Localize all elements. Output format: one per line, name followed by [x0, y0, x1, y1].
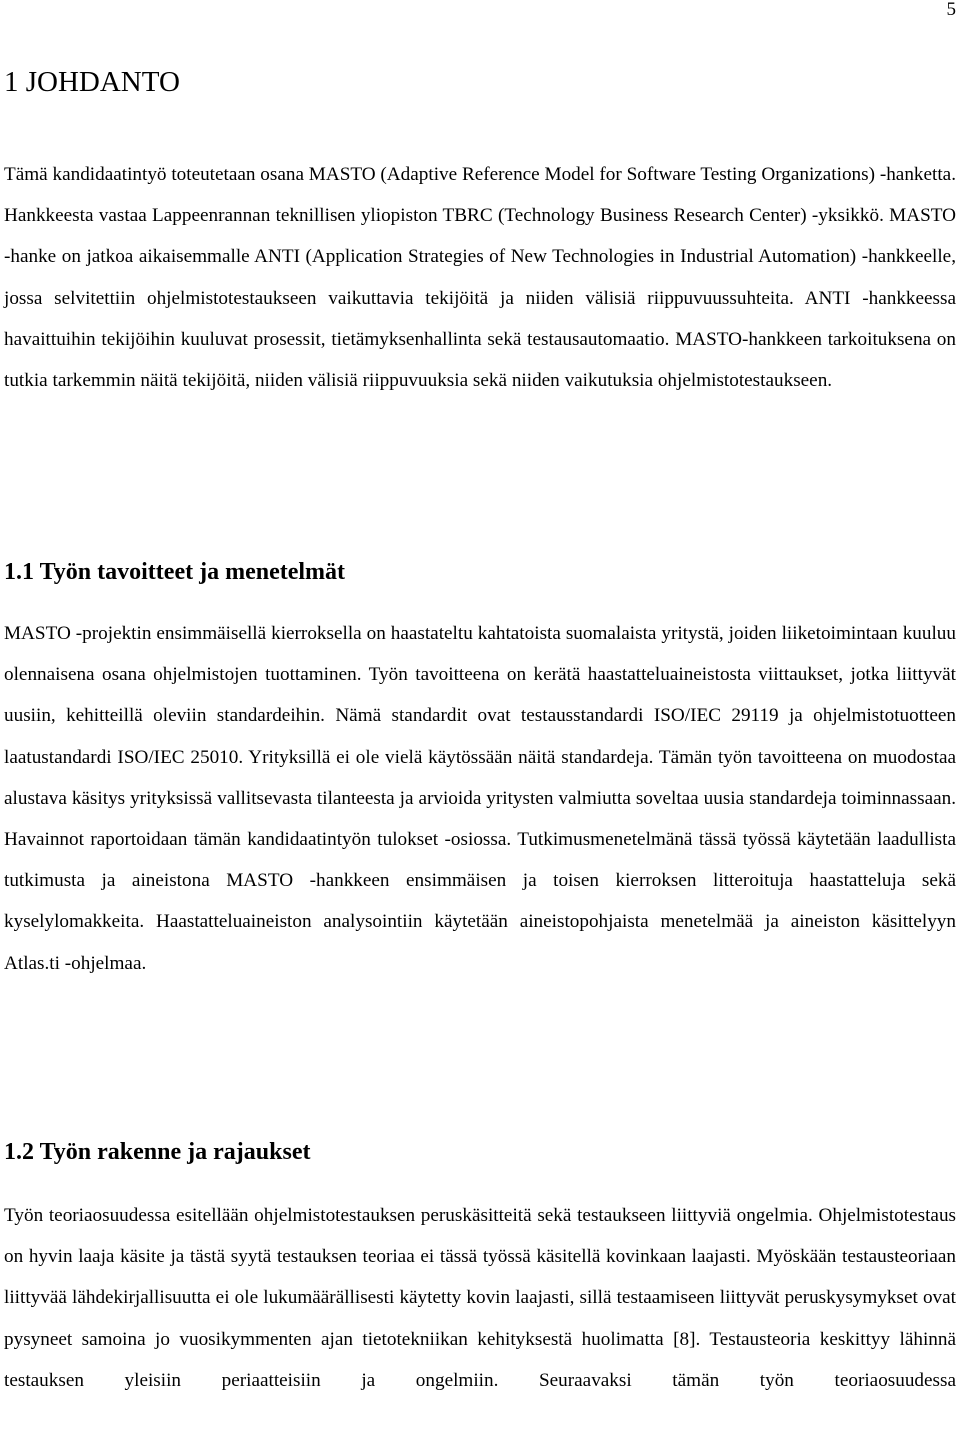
intro-paragraph: Tämä kandidaatintyö toteutetaan osana MASTO (Adaptive Reference Model for Software Testing Organizations) -hanketta. Hankkeesta vastaa Lappeenrannan teknillisen yliopiston TBRC (Technology Business Research Center) -yksikkö. MASTO -hanke on jatkoa aikaisemmalle ANTI (Application Strategies of New Technologies in Industrial Automation) -hankkeelle, jossa selvitettiin ohjelmistotestaukseen vaikuttavia tekijöitä ja niiden välisiä riippuvuussuhteita. ANTI -hankkeessa havaittuihin tekijöihin kuuluvat prosessit, tietämyksenhallinta sekä testausautomaatio. MASTO-hankkeen tarkoituksena on tutkia tarkemmin näitä tekijöitä, niiden välisiä riippuvuuksia sekä niiden vaikutuksia ohjelmistotestaukseen. — [4, 164, 956, 392]
section-heading-goals-methods: 1.1 Työn tavoitteet ja menetelmät — [4, 559, 346, 585]
chapter-heading: 1 JOHDANTO — [4, 66, 180, 98]
page-number: 5 — [946, 0, 956, 20]
section-heading-structure-scope: 1.2 Työn rakenne ja rajaukset — [4, 1139, 311, 1165]
section-paragraph-goals-methods: MASTO -projektin ensimmäisellä kierroksella on haastateltu kahtatoista suomalaista yritystä, joiden liiketoimintaan kuuluu olennaisena osana ohjelmistojen tuottaminen. Työn tavoitteena on kerätä haastatteluaineistosta viittaukset, jotka liittyvät uusiin, kehitteillä oleviin standardeihin. Nämä standardit ovat testausstandardi ISO/IEC 29119 ja ohjelmistotuotteen laatustandardi ISO/IEC 25010. Yrityksillä ei ole vielä käytössään näitä standardeja. Tämän työn tavoitteena on muodostaa alustava käsitys yrityksissä vallitsevasta tilanteesta ja arvioida yritysten valmiutta soveltaa uusia standardeja toiminnassaan. Havainnot raportoidaan tämän kandidaatintyön tulokset -osiossa. Tutkimusmenetelmänä tässä työssä käytetään laadullista tutkimusta ja aineistona MASTO -hankkeen ensimmäisen ja toisen kierroksen litteroituja haastatteluja sekä kyselylomakkeita. Haastatteluaineiston analysointiin käytetään aineistopohjaista menetelmää ja aineiston käsittelyyn Atlas.ti -ohjelmaa. — [4, 623, 956, 974]
section-paragraph-structure-scope: Työn teoriaosuudessa esitellään ohjelmistotestauksen peruskäsitteitä sekä testaukseen liittyviä ongelmia. Ohjelmistotestaus on hyvin laaja käsite ja tästä syytä testauksen teoriaa ei tässä työssä käsitellä kovinkaan laajasti. Myöskään testausteoriaan liittyvää lähdekirjallisuutta ei ole lukumäärällisesti käytetty kovin laajasti, sillä testaamiseen liittyvät peruskysymykset ovat pysyneet samoina jo vuosikymmenten ajan tietotekniikan kehityksestä huolimatta [8]. Testausteoria keskittyy lähinnä testauksen yleisiin periaatteisiin ja ongelmiin. Seuraavaksi tämän työn teoriaosuudessa — [4, 1205, 956, 1391]
